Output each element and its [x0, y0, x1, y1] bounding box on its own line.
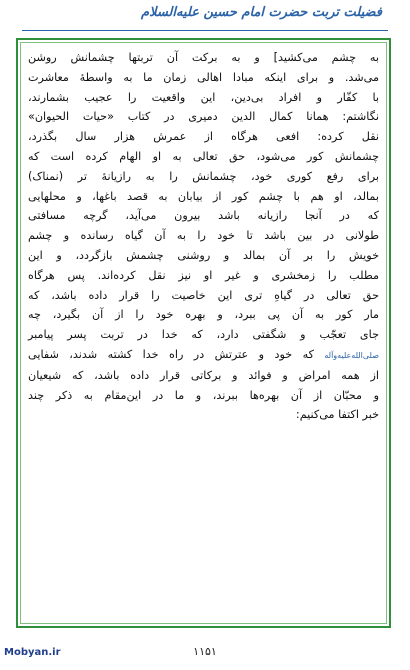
- text-line: با کفّار و افراد بی‌دین، این واقعیت را عجیب بشمارند،: [28, 90, 379, 104]
- text-line: چشمانش کور می‌شود، حق تعالی به او الهام کرده است که: [28, 149, 379, 163]
- text-line: نگاشتم: همانا کمال الدین دمیری در کتاب «حیات الحیوان»: [28, 110, 379, 124]
- salutation-mark: صلی‌الله‌علیه‌وآله: [324, 350, 379, 360]
- text-line: مار کور به آن پی ببرد، و بهره خود را از آن بگیرد، چه: [28, 308, 379, 322]
- text-line: صلی‌الله‌علیه‌وآله که خود و عترتش در راه خدا کشته شدند، شفایی: [28, 347, 379, 361]
- text-line: که در آنجا رازیانه باشد بیرون می‌آید، گرچه مسافتی: [28, 209, 379, 223]
- text-line: خویش را بر آن بمالد و روشنی چشمش بازگردد، و این: [28, 248, 379, 262]
- text-line: حق تعالی در گیاهِ تری این خاصیت را قرار داده باشد، که: [28, 288, 379, 302]
- site-brand[interactable]: Mobyan.ir: [4, 647, 61, 658]
- text-line: و محبّان از آن بهره‌ها ببرند، و ما در این‌مقام به ذکر چند: [28, 388, 379, 402]
- text-line: مطلب را زمخشری و غیر او نیز نقل کرده‌اند. پس هرگاه: [28, 268, 379, 282]
- text-frame: [16, 38, 391, 628]
- text-line: طولانی در بین باشد تا خود را به آن گیاه رسانده و چشم: [28, 229, 379, 243]
- text-line: جای تعجّب و شگفتی دارد، که خدا در تربت پسر پیامبر: [28, 328, 379, 342]
- page-header: [0, 0, 410, 36]
- text-line: می‌شد. و برای اینکه مبادا اهالی زمان ما به واسطهٔ معاشرت: [28, 70, 379, 84]
- text-line: به چشم می‌کشید] و به برکت آن تربتها چشمانش روشن: [28, 51, 379, 64]
- body-text: [28, 48, 379, 425]
- page-title: فضیلت تربت حضرت امام حسین علیه‌السلام: [141, 5, 382, 20]
- text-line: برای رفع کوری خود، چشمانش را به رازیانهٔ تر (نمناک): [28, 169, 379, 183]
- text-line: نقل کرده: افعی هرگاه از عمرش هزار سال بگذرد،: [28, 130, 379, 144]
- text-line: از همه امراض و فوائد و برکاتی قرار داده باشد، که شیعیان: [28, 368, 379, 382]
- page-number: ۱۱۵۱: [193, 645, 217, 658]
- header-divider: [22, 30, 388, 31]
- text-line: بمالد، او هم با چشم کور از بیابان به قصد باغها، و محلهایی: [28, 189, 379, 203]
- text-line: خبر اکتفا می‌کنیم:: [295, 408, 379, 422]
